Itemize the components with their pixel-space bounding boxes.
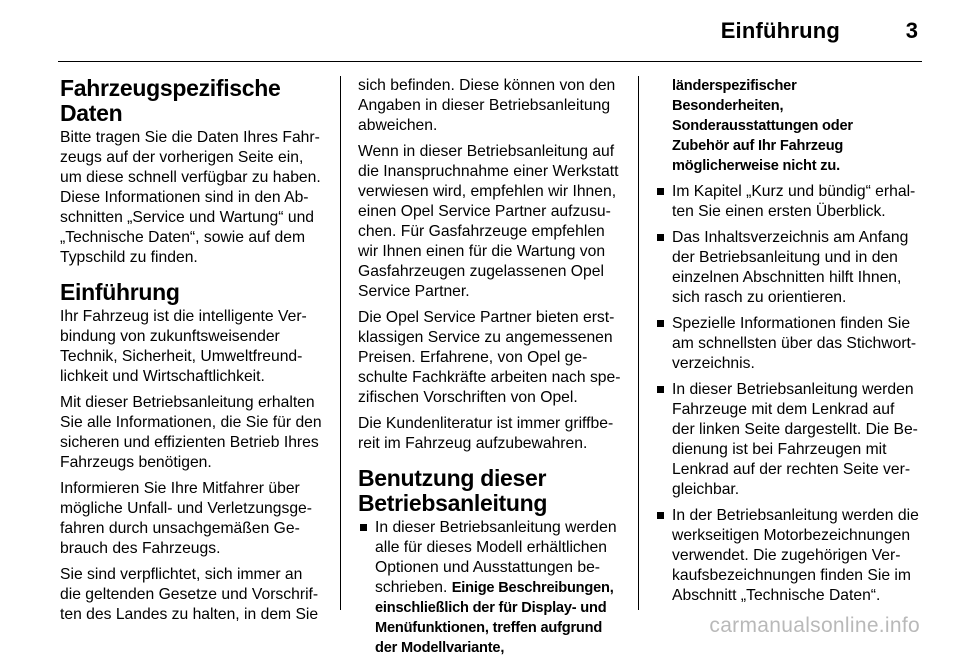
column-divider-left: [340, 76, 341, 610]
column-divider-right: [638, 76, 639, 610]
bold-continuation: länderspezifischer Besonderheiten, Sonderausstattungen oder Zubehör auf Ihr Fahrzeug möglicherweise nicht zu.: [672, 78, 853, 174]
left-column: [60, 76, 330, 631]
list-item: [655, 228, 927, 308]
watermark: carmanualsonline.info: [709, 614, 920, 637]
bullet-square-icon: [657, 234, 664, 241]
bullet-text: Spezielle Informationen finden Sie am schnellsten über das Stichwort- verzeichnis.: [672, 315, 917, 372]
list-item: [655, 506, 927, 606]
bullet-square-icon: [360, 524, 367, 531]
bullet-text: In dieser Betriebsanleitung werden alle für dieses Modell erhältlichen Optionen und Ausstattungen be- schrieben.: [375, 519, 617, 596]
middle-column: [358, 76, 628, 664]
paragraph: Die Opel Service Partner bieten erst- klassigen Service zu angemessenen Preisen. Erfahrene, von Opel ge- schulte Fachkräfte arbeiten nach spe- zifischen Vorschriften von Opel.: [358, 309, 621, 406]
paragraph: Mit dieser Betriebsanleitung erhalten Sie alle Informationen, die Sie für den sicheren und effizienten Betrieb Ihres Fahrzeugs benötigen.: [60, 394, 322, 471]
paragraph: Sie sind verpflichtet, sich immer an die geltenden Gesetze und Vorschrif- ten des Landes zu halten, in dem Sie: [60, 566, 319, 623]
right-column: [655, 76, 927, 612]
bullet-square-icon: [657, 386, 664, 393]
page-number: 3: [905, 18, 918, 43]
list-item: [358, 518, 628, 658]
bullet-text: Im Kapitel „Kurz und bündig“ erhal- ten Sie einen ersten Überblick.: [672, 183, 916, 220]
paragraph: Informieren Sie Ihre Mitfahrer über mögliche Unfall- und Verletzungsge- fahren durch unsachgemäßen Ge- brauch des Fahrzeugs.: [60, 480, 313, 557]
header-rule: [58, 61, 922, 62]
bullet-bold-text: einschließlich der für Display- und Menüfunktionen, treffen aufgrund der Modellvariante,: [375, 600, 607, 656]
paragraph: Wenn in dieser Betriebsanleitung auf die Inanspruchnahme einer Werkstatt verwiesen wird, empfehlen wir Ihnen, einen Opel Service Partner aufzusu- chen. Für Gasfahrzeuge empfehlen wir Ihnen einen für die Wartung von Gasfahrzeugen zugelassenen Opel Service Partner.: [358, 143, 619, 300]
list-item: [655, 314, 927, 374]
chapter-title: Einführung: [720, 18, 840, 43]
paragraph: Die Kundenliteratur ist immer griffbe- reit im Fahrzeug aufzubewahren.: [358, 415, 614, 452]
bullet-text: In der Betriebsanleitung werden die werkseitigen Motorbezeichnungen verwendet. Die zugehörigen Ver- kaufsbezeichnungen finden Sie im Abschnitt „Technische Daten“.: [672, 507, 919, 604]
bullet-square-icon: [657, 188, 664, 195]
page-header: [0, 0, 960, 62]
heading-vehicle-data: Fahrzeugspezifische Daten: [60, 75, 281, 126]
heading-using-manual: Benutzung dieser Betriebsanleitung: [358, 465, 548, 516]
bullet-text: Das Inhaltsverzeichnis am Anfang der Betriebsanleitung und in den einzelnen Abschnitten hilft Ihnen, sich rasch zu orientieren.: [672, 229, 909, 306]
heading-introduction: Einführung: [60, 279, 180, 305]
list-item: [655, 380, 927, 500]
bullet-bold-text: Einige Beschreibungen,: [451, 580, 614, 596]
list-item: [655, 182, 927, 222]
bullet-square-icon: [657, 512, 664, 519]
paragraph: Ihr Fahrzeug ist die intelligente Ver- bindung von zukunftsweisender Technik, Sicherheit, Umweltfreund- lichkeit und Wirtschaftlichkeit.: [60, 308, 307, 385]
paragraph: sich befinden. Diese können von den Angaben in dieser Betriebsanleitung abweichen.: [358, 77, 616, 134]
bullet-text: In dieser Betriebsanleitung werden Fahrzeuge mit dem Lenkrad auf der linken Seite dargestellt. Die Be- dienung ist bei Fahrzeugen mit Lenkrad auf der rechten Seite ver- gleichbar.: [672, 381, 918, 498]
bullet-square-icon: [657, 320, 664, 327]
paragraph: Bitte tragen Sie die Daten Ihres Fahr- zeugs auf der vorherigen Seite ein, um diese schnell verfügbar zu haben. Diese Informationen sind in den Ab- schnitten „Service und Wartung“ und „Technische Daten“, sowie auf dem Typschild zu finden.: [60, 129, 321, 266]
